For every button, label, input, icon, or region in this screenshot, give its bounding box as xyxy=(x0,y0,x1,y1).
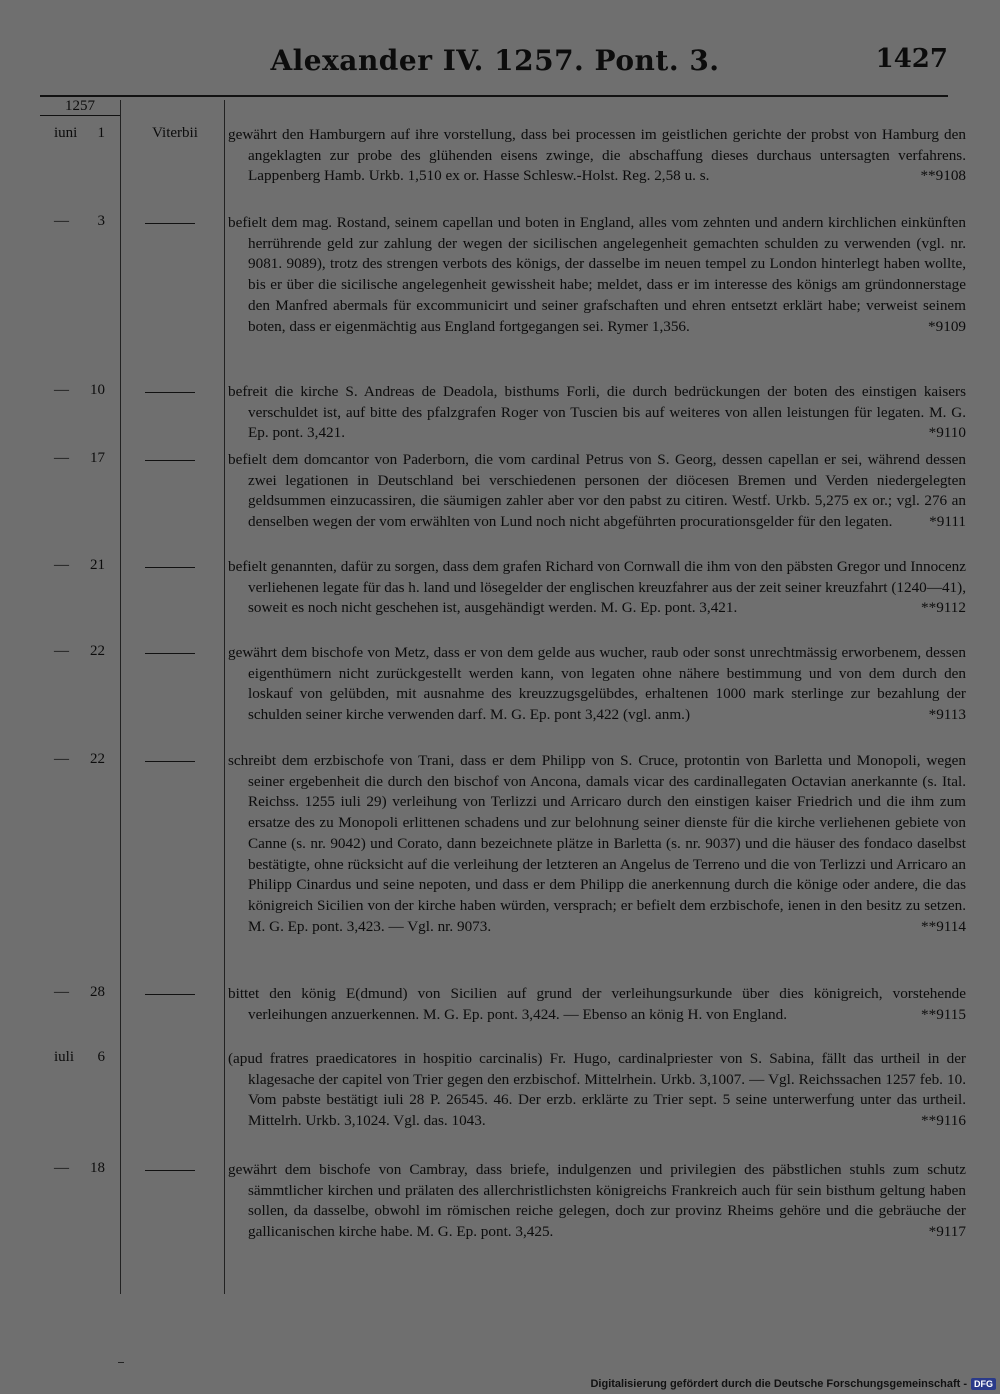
entry-number: **9116 xyxy=(921,1112,966,1130)
entry-date: — 22 xyxy=(54,751,105,767)
ditto-dash xyxy=(145,223,195,224)
entry-number: **9115 xyxy=(921,1005,966,1023)
entry-number: **9114 xyxy=(921,917,966,935)
ditto-dash xyxy=(145,460,195,461)
entry-date: — 3 xyxy=(54,213,105,229)
column-divider-date xyxy=(120,100,121,1294)
entry-number: **9108 xyxy=(920,167,966,185)
ditto-dash xyxy=(145,567,195,568)
entry-date: — 10 xyxy=(54,382,105,398)
entry-text: befielt dem domcantor von Paderborn, die vom cardinal Petrus von S. Georg, dessen capellan er sei, während dessen zwei legationen in Deutschland bei verschiedenen personen der diöcesen Bremen und Verden niedergelegten geldsummen einzucassiren, die säumigen zahler aber vor den pabst zu citiren. Westf. Urkb. 5,275 ex or.; vgl. 276 an denselben wegen der vom erwählten von Lund noch nicht abgeführten procurationsgelder für den legaten. *9111 xyxy=(228,450,966,533)
margin-tick xyxy=(118,1362,124,1363)
ditto-dash xyxy=(145,994,195,995)
entry-number: *9111 xyxy=(929,513,966,531)
entry-number: *9117 xyxy=(928,1223,966,1241)
entry-number: *9109 xyxy=(928,317,966,335)
ditto-dash xyxy=(145,1170,195,1171)
entry-date: iuli 6 xyxy=(54,1049,105,1065)
footer-credit xyxy=(590,1378,996,1390)
entry-number: **9112 xyxy=(921,599,966,617)
entry-text: (apud fratres praedicatores in hospitio carcinalis) Fr. Hugo, cardinalpriester von S. Sabina, fällt das urtheil in der klagesache der capitel von Trier gegen den erzbischof. Mittelrhein. Urkb. 3,1007. — Vgl. Reichssachen 1257 feb. 10. Vom pabste bestätigt iuli 28 P. 26545. 46. Der erzb. erklärte zu Trier sept. 5 seine unterwerfung unter das urtheil. Mittelrh. Urkb. 3,1024. Vgl. das. 1043. **9116 xyxy=(228,1049,966,1132)
dfg-logo-icon: DFG xyxy=(971,1378,996,1390)
entry-text: schreibt dem erzbischofe von Trani, dass er dem Philipp von S. Cruce, protontin von Barletta und Monopoli, wegen seiner ergebenheit die durch den bischof von Ancona, damals vicar des cardinallegaten Octavian anerkannte (s. Ital. Reichss. 1255 iuli 29) verleihung von Terlizzi und Arricaro durch den einstigen kaiser Friedrich und die ihm zum ersatze des zu Monopoli erlittenen schadens und zur belohnung seiner dienste für die kirche verliehenen gebiete von Canne (s. nr. 9042) und Corato, dann bezeichnete plätze in Barletta (s. nr. 9037) und die häuser des fondaco daselbst bestätigte, ohne rücksicht auf die verleihung der letzteren an Angelus de Terreno und die von Terlizzi und Arricaro an Philipp Cinardus und seine nepoten, und dass er dem Philipp die anerkennung durch die könige oder andere, die das königreich Sicilien von der kirche haben würden, versprach; er befielt dem erzbischofe, ienen in den besitz zu setzen. M. G. Ep. pont. 3,423. — Vgl. nr. 9073. **9114 xyxy=(228,751,966,937)
entry-text: bittet den könig E(dmund) von Sicilien auf grund der verleihungsurkunde über dies königreich, vorstehende verleihungen anzuerkennen. M. G. Ep. pont. 3,424. — Ebenso an könig H. von England. **9115 xyxy=(228,984,966,1025)
column-divider-place xyxy=(224,100,225,1294)
header-rule xyxy=(40,95,948,97)
footer-credit-text: Digitalisierung gefördert durch die Deutsche Forschungsgemeinschaft - xyxy=(590,1378,967,1390)
ditto-dash xyxy=(145,761,195,762)
year-label: 1257 xyxy=(40,98,120,116)
entry-text: befielt genannten, dafür zu sorgen, dass dem grafen Richard von Cornwall die ihm von den päbsten Gregor und Innocenz verliehenen legate für das h. land und lösegelder der englischen kreuzfahrer aus der zeit seiner kreuzfahrt (1240—41), soweit es noch nicht geschehen ist, ausgehändigt werden. M. G. Ep. pont. 3,421. **9112 xyxy=(228,557,966,619)
entry-date: — 28 xyxy=(54,984,105,1000)
entry-date: — 17 xyxy=(54,450,105,466)
entry-date: iuni 1 xyxy=(54,125,105,141)
entry-text: gewährt den Hamburgern auf ihre vorstellung, dass bei processen im geistlichen gerichte der probst von Hamburg den angeklagten zur probe des glühenden eisens zwinge, die abschaffung dieses durchaus untersagten verfahrens. Lappenberg Hamb. Urkb. 1,510 ex or. Hasse Schlesw.-Holst. Reg. 2,58 u. s. **9108 xyxy=(228,125,966,187)
page-number: 1427 xyxy=(875,44,948,74)
ditto-dash xyxy=(145,653,195,654)
entry-text: befreit die kirche S. Andreas de Deadola, bisthums Forli, die durch bedrückungen der boten des einstigen kaisers verschuldet ist, auf bitte des pfalzgrafen Roger von Tuscien bis auf weiteres von allen leistungen für legaten. M. G. Ep. pont. 3,421. *9110 xyxy=(228,382,966,444)
entry-text: gewährt dem bischofe von Cambray, dass briefe, indulgenzen und privilegien des päbstlichen stuhls zum schutz sämmtlicher kirchen und prälaten des allerchristlichsten königreichs Frankreich auch für sein bisthum geltung haben sollen, da dasselbe, obwohl im römischen reiche gelegen, doch zur provinz Rheims gehöre und die gebräuche der gallicanischen kirche habe. M. G. Ep. pont. 3,425. *9117 xyxy=(228,1160,966,1243)
entry-date: — 18 xyxy=(54,1160,105,1176)
entry-date: — 21 xyxy=(54,557,105,573)
ditto-dash xyxy=(145,392,195,393)
entry-text: gewährt dem bischofe von Metz, dass er von dem gelde aus wucher, raub oder sonst unrechtmässig erworbenem, dessen eigenthümern nicht zurückgestellt werden kann, von legaten ohne nähere bestimmung und von dem durch den loskauf von gelübden, mit ausnahme des kreuzzugsgelübdes, erhaltenen 1000 mark sterlinge zur bezahlung der schulden seiner kirche verwenden darf. M. G. Ep. pont 3,422 (vgl. anm.) *9113 xyxy=(228,643,966,726)
entry-text: befielt dem mag. Rostand, seinem capellan und boten in England, alles vom zehnten und andern kirchlichen einkünften herrührende geld zur zahlung der wegen der sicilischen angelegenheit gemachten schulden zu verwenden (vgl. nr. 9081. 9089), trotz des strengen verbots des königs, der dasselbe im neuen tempel zu London hinterlegt haben wollte, bis er über die sicilische angelegenheit gewissheit habe; meldet, dass er im interesse des königs am gründonnerstage den Manfred abermals für excommunicirt und seiner grafschaften und ehren entsetzt erklärt habe; verweist seinem boten, dass er eigenmächtig aus England fortgegangen sei. Rymer 1,356. *9109 xyxy=(228,213,966,337)
entry-number: *9113 xyxy=(928,706,966,724)
entry-date: — 22 xyxy=(54,643,105,659)
page-title: Alexander IV. 1257. Pont. 3. xyxy=(270,44,720,77)
entry-place: Viterbii xyxy=(152,125,198,141)
entry-number: *9110 xyxy=(928,424,966,442)
page-header xyxy=(40,44,950,88)
